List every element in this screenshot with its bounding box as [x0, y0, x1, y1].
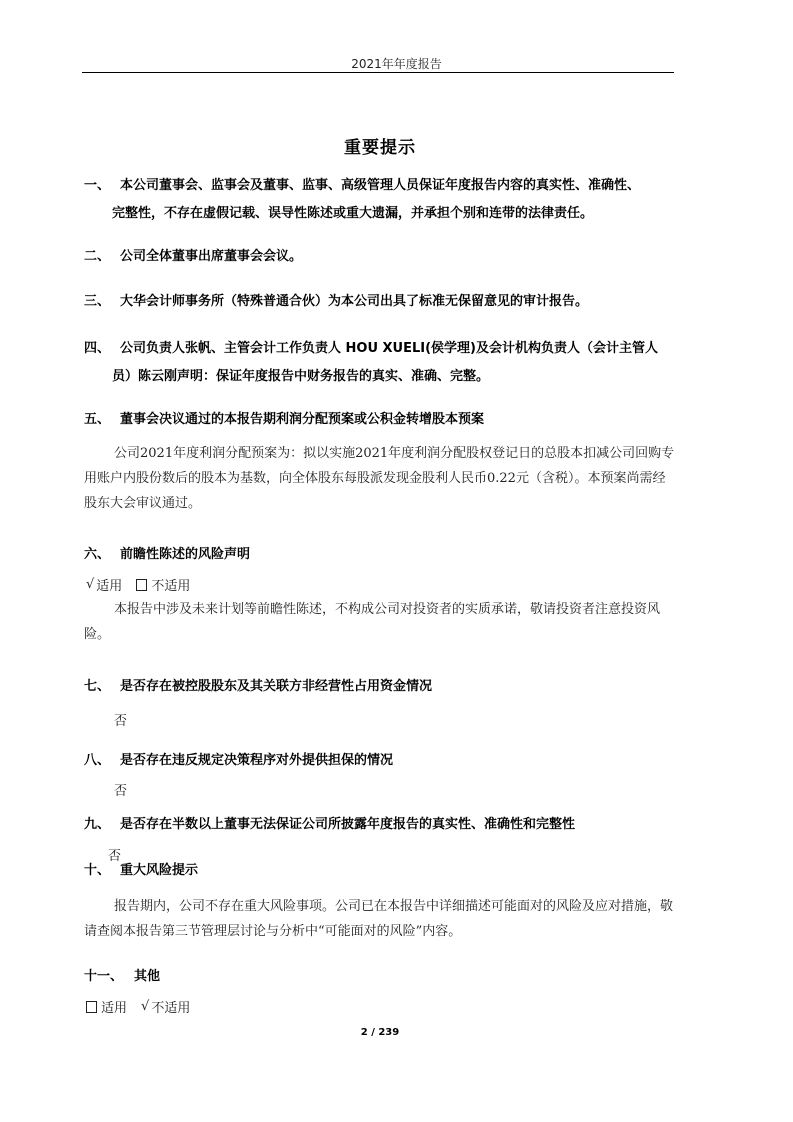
running-header: 2021年年度报告 [351, 57, 442, 71]
section-5-heading: 董事会决议通过的本报告期利润分配预案或公积金转增股本预案 [120, 412, 485, 427]
section-5 [84, 406, 684, 434]
section-10-number: 十、 [84, 863, 111, 878]
empty-checkbox-icon [86, 1001, 97, 1013]
section-5-number: 五、 [84, 412, 111, 427]
section-7-heading: 是否存在被控股股东及其关联方非经营性占用资金情况 [120, 679, 433, 694]
section-6-number: 六、 [84, 547, 111, 562]
section-6-heading: 前瞻性陈述的风险声明 [120, 547, 251, 562]
not-applicable-label: 不适用 [151, 579, 191, 594]
section-9-number: 九、 [84, 817, 111, 832]
section-11 [84, 963, 684, 991]
section-9-answer: 否 [108, 849, 122, 864]
section-5-body: 公司2021年度利润分配预案为：拟以实施2021年度利润分配股权登记日的总股本扣减公司回购专用账户内股份数后的股本为基数，向全体股东每股派发现金股利人民币0.22元（含税）。本预案尚需经股东大会审议通过。 [84, 446, 675, 511]
applicable-label: 适用 [96, 579, 123, 594]
not-applicable-label: 不适用 [151, 1001, 191, 1016]
empty-checkbox-icon [136, 579, 147, 591]
applicable-label: 适用 [101, 1001, 128, 1016]
check-mark-icon: √ [141, 999, 150, 1014]
section-8-heading: 是否存在违反规定决策程序对外提供担保的情况 [120, 753, 394, 768]
section-10-body: 报告期内，公司不存在重大风险事项。公司已在本报告中详细描述可能面对的风险及应对措施，敬请查阅本报告第三节管理层讨论与分析中“可能面对的风险”内容。 [84, 899, 674, 939]
section-11-applicability [86, 997, 190, 1016]
section-1-line-1: 本公司董事会、监事会及董事、监事、高级管理人员保证年度报告内容的真实性、准确性、 [120, 178, 641, 193]
section-2 [84, 243, 684, 271]
page-title: 重要提示 [344, 138, 416, 158]
section-6-applicability [86, 575, 190, 594]
section-4-number: 四、 [84, 341, 111, 356]
section-8-number: 八、 [84, 753, 111, 768]
section-8-answer: 否 [114, 784, 128, 799]
header-divider [82, 72, 674, 73]
section-2-text: 公司全体董事出席董事会会议。 [120, 249, 303, 264]
section-1-line-2: 完整性，不存在虚假记载、误导性陈述或重大遗漏，并承担个别和连带的法律责任。 [112, 206, 594, 221]
section-11-heading: 其他 [134, 969, 161, 984]
section-6 [84, 541, 684, 569]
section-4-line-1: 公司负责人张帆、主管会计工作负责人 HOU XUELI(侯学理)及会计机构负责人（会计主管人 [120, 341, 659, 356]
section-1-number: 一、 [84, 178, 111, 193]
page-number: 2 / 239 [360, 1027, 400, 1038]
section-8 [84, 747, 684, 775]
section-7-number: 七、 [84, 679, 111, 694]
section-3 [84, 288, 684, 316]
section-7-answer: 否 [114, 714, 128, 729]
section-2-number: 二、 [84, 249, 111, 264]
section-3-number: 三、 [84, 294, 111, 309]
section-11-number: 十一、 [84, 969, 124, 984]
check-mark-icon: √ [86, 577, 95, 592]
section-9 [84, 811, 684, 839]
section-10-heading: 重大风险提示 [120, 863, 199, 878]
section-9-heading: 是否存在半数以上董事无法保证公司所披露年度报告的真实性、准确性和完整性 [120, 817, 576, 832]
section-4-line-2: 员）陈云刚声明：保证年度报告中财务报告的真实、准确、完整。 [112, 369, 490, 384]
section-1 [84, 172, 684, 228]
section-6-body: 本报告中涉及未来计划等前瞻性陈述，不构成公司对投资者的实质承诺，敬请投资者注意投资风险。 [84, 602, 661, 642]
section-7 [84, 673, 684, 701]
section-3-text: 大华会计师事务所（特殊普通合伙）为本公司出具了标准无保留意见的审计报告。 [120, 294, 589, 309]
section-10 [84, 857, 684, 885]
section-4 [84, 335, 684, 391]
